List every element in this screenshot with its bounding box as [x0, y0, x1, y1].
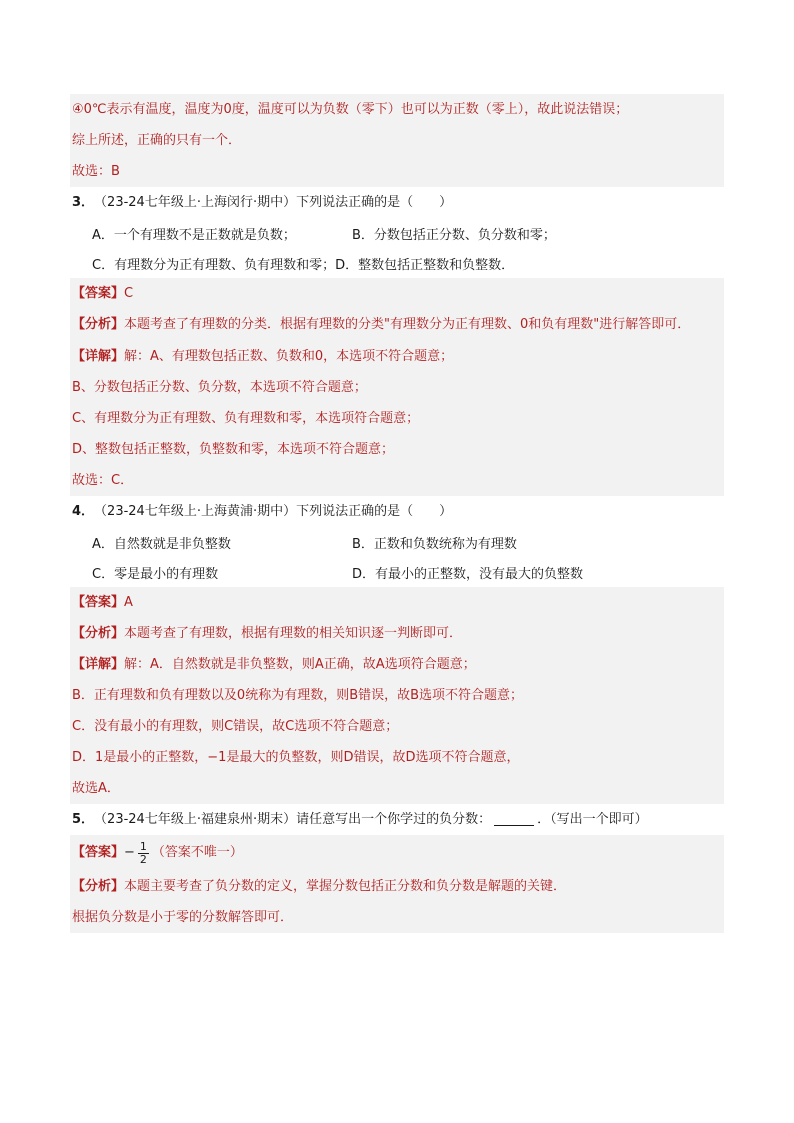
question-source: （23-24七年级上·福建泉州·期末） [94, 811, 297, 827]
question-text: 请任意写出一个你学过的负分数： [296, 811, 492, 827]
option-c: C．有理数分为正有理数、负有理数和零； [92, 257, 336, 273]
detail-line: C．没有最小的有理数，则C错误，故C选项不符合题意； [70, 711, 724, 742]
question-source: （23-24七年级上·上海黄浦·期中） [94, 503, 297, 519]
question-4-options-row-2 [70, 557, 724, 587]
answer-sign: − [124, 845, 135, 860]
option-b: B．正数和负数统称为有理数 [352, 536, 517, 552]
option-a: A．自然数就是非负整数 [92, 536, 231, 552]
choice-line: 故选A． [70, 773, 724, 804]
answer-fraction [138, 841, 149, 866]
detail-tag: 【详解】 [72, 656, 125, 672]
answer-line [70, 278, 724, 309]
analysis-tag: 【分析】 [72, 878, 125, 894]
analysis-text: 本题考查了有理数的分类．根据有理数的分类"有理数分为正有理数、0和负有理数"进行解答即可． [124, 317, 691, 332]
answer-tag: 【答案】 [72, 845, 125, 860]
solution-line: ④0℃表示有温度，温度为0度，温度可以为负数（零下）也可以为正数（零上），故此说法错误； [70, 94, 724, 125]
content-area [70, 94, 724, 933]
analysis-line [70, 618, 724, 649]
solution-line: 综上所述，正确的只有一个． [70, 125, 724, 156]
answer-blank [494, 813, 534, 826]
answer-line [70, 587, 724, 618]
question-source: （23-24七年级上·上海闵行·期中） [94, 194, 297, 210]
option-a: A．一个有理数不是正数就是负数； [92, 227, 296, 243]
option-c: C．零是最小的有理数 [92, 566, 219, 582]
analysis-tag: 【分析】 [72, 317, 125, 332]
question-3-options-row-1 [70, 218, 724, 248]
question-3-options-row-2 [70, 248, 724, 278]
question-text-tail: ．（写出一个即可） [537, 811, 648, 827]
analysis-line [70, 309, 724, 341]
detail-tag: 【详解】 [72, 348, 125, 364]
fraction-numerator: 1 [139, 839, 147, 853]
question-4-options-row-1 [70, 527, 724, 557]
analysis-line [70, 871, 724, 902]
option-d: D．整数包括正整数和负整数． [335, 257, 515, 273]
analysis-line: 根据负分数是小于零的分数解答即可． [70, 902, 724, 933]
detail-line: B．正有理数和负有理数以及0统称为有理数，则B错误，故B选项不符合题意； [70, 680, 724, 711]
answer-value: A [124, 594, 133, 610]
question-number: 4． [72, 503, 95, 519]
answer-note: （答案不唯一） [151, 845, 243, 860]
question-5-stem [70, 804, 724, 835]
option-b: B．分数包括正分数、负分数和零； [352, 227, 556, 243]
detail-line: C、有理数分为正有理数、负有理数和零，本选项符合题意； [70, 403, 724, 434]
answer-tag: 【答案】 [72, 594, 125, 610]
detail-line: D．1是最小的正整数，−1是最大的负整数，则D错误，故D选项不符合题意， [70, 742, 724, 773]
question-number: 3． [72, 194, 95, 210]
answer-tag: 【答案】 [72, 285, 125, 301]
question-text: 下列说法正确的是（ ） [296, 503, 453, 519]
answer-value: C [124, 285, 134, 301]
analysis-text: 本题考查了有理数，根据有理数的相关知识逐一判断即可． [124, 625, 463, 641]
analysis-text: 本题主要考查了负分数的定义，掌握分数包括正分数和负分数是解题的关键． [124, 878, 567, 894]
detail-line: B、分数包括正分数、负分数，本选项不符合题意； [70, 372, 724, 403]
fraction-denominator: 2 [139, 852, 147, 866]
question-text: 下列说法正确的是（ ） [296, 194, 453, 210]
question-3-stem [70, 187, 724, 218]
option-d: D．有最小的正整数，没有最大的负整数 [352, 566, 584, 582]
choice-line: 故选：C． [70, 465, 724, 496]
question-4-stem [70, 496, 724, 527]
detail-line: 【详解】 解：A．自然数就是非负整数，则A正确，故A选项符合题意； [70, 649, 724, 680]
answer-line [70, 835, 724, 871]
question-number: 5． [72, 811, 95, 827]
detail-line: 【详解】 解：A、有理数包括正数、负数和0，本选项不符合题意； [70, 341, 724, 372]
analysis-tag: 【分析】 [72, 625, 125, 641]
detail-line: D、整数包括正整数，负整数和零，本选项不符合题意； [70, 434, 724, 465]
choice-line: 故选：B [70, 156, 724, 187]
